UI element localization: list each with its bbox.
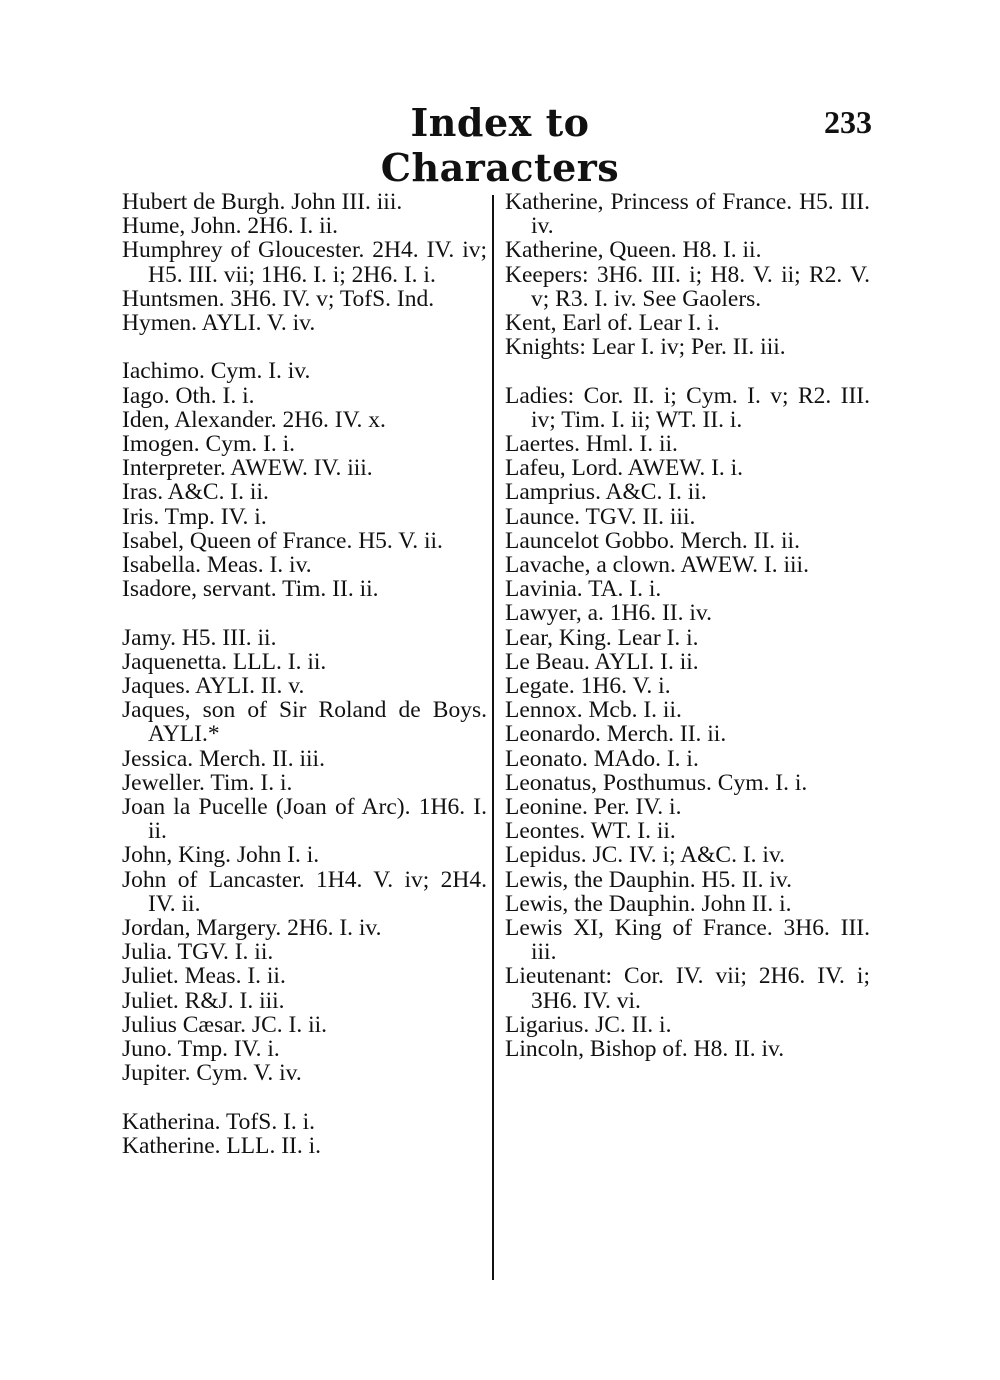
index-entry: Julia. TGV. I. ii. (122, 939, 274, 966)
index-entry: Julius Cæsar. JC. I. ii. (122, 1011, 328, 1038)
index-entry: John of Lancaster. 1H4. V. iv; 2H4. IV. ii. (122, 866, 487, 917)
index-entry: Knights: Lear I. iv; Per. II. iii. (505, 334, 786, 361)
running-title: Index to Characters (380, 100, 620, 190)
index-entry: Katherine, Queen. H8. I. ii. (505, 237, 762, 264)
index-entry: Leonato. MAdo. I. i. (505, 745, 699, 772)
index-entry: Jessica. Merch. II. iii. (122, 745, 325, 772)
index-entry: Iden, Alexander. 2H6. IV. x. (122, 406, 386, 433)
index-entry: Leontes. WT. I. ii. (505, 818, 676, 845)
index-entry: Juno. Tmp. IV. i. (122, 1036, 280, 1063)
index-entry: Lewis, the Dauphin. H5. II. iv. (505, 866, 792, 893)
index-entry: Lafeu, Lord. AWEW. I. i. (505, 455, 744, 482)
index-entry: Lawyer, a. 1H6. II. iv. (505, 600, 713, 627)
index-entry: Laertes. Hml. I. ii. (505, 431, 678, 458)
index-entry: Lewis, the Dauphin. John II. i. (505, 890, 792, 917)
index-entry: Juliet. R&J. I. iii. (122, 987, 285, 1014)
index-entry: Hymen. AYLI. V. iv. (122, 310, 316, 337)
index-entry: Lear, King. Lear I. i. (505, 624, 699, 651)
index-entry: Leonardo. Merch. II. ii. (505, 721, 727, 748)
index-entry: Lennox. Mcb. I. ii. (505, 697, 682, 724)
index-entry: Lavinia. TA. I. i. (505, 576, 662, 603)
index-entry: Leonine. Per. IV. i. (505, 794, 682, 821)
index-entry: Lincoln, Bishop of. H8. II. iv. (505, 1036, 785, 1063)
index-column-right (505, 190, 870, 1061)
index-entry: Lamprius. A&C. I. ii. (505, 479, 707, 506)
index-entry: Launce. TGV. II. iii. (505, 503, 696, 530)
section-gap (505, 359, 870, 383)
index-entry: Kent, Earl of. Lear I. i. (505, 310, 720, 337)
index-entry: Hubert de Burgh. John III. iii. (122, 189, 403, 215)
index-entry: Legate. 1H6. V. i. (505, 673, 671, 700)
index-entry: Iris. Tmp. IV. i. (122, 503, 267, 530)
index-entry: Humphrey of Gloucester. 2H4. IV. iv; H5. III. vii; 1H6. I. i; 2H6. I. i. (122, 237, 487, 288)
index-entry: Hume, John. 2H6. I. ii. (122, 213, 339, 240)
index-entry: Jaques. AYLI. II. v. (122, 673, 305, 700)
column-divider (492, 195, 494, 1280)
page-header (0, 100, 1000, 190)
index-entry: Interpreter. AWEW. IV. iii. (122, 455, 373, 482)
index-entry: Imogen. Cym. I. i. (122, 431, 295, 458)
index-entry: Lavache, a clown. AWEW. I. iii. (505, 552, 809, 579)
index-entry: Iago. Oth. I. i. (122, 382, 255, 409)
section-gap (122, 601, 487, 625)
index-entry: Joan la Pucelle (Joan of Arc). 1H6. I. ii. (122, 794, 487, 845)
index-entry: Isadore, servant. Tim. II. ii. (122, 576, 379, 603)
index-entry: Iras. A&C. I. ii. (122, 479, 269, 506)
index-entry: Lieutenant: Cor. IV. vii; 2H6. IV. i; 3H6. IV. vi. (505, 963, 870, 1014)
index-entry: Jamy. H5. III. ii. (122, 624, 277, 651)
index-entry: Keepers: 3H6. III. i; H8. V. ii; R2. V. v; R3. I. iv. See Gaolers. (505, 261, 870, 312)
index-entry: Jaquenetta. LLL. I. ii. (122, 648, 327, 675)
index-entry: Lepidus. JC. IV. i; A&C. I. iv. (505, 842, 786, 869)
index-entry: Isabel, Queen of France. H5. V. ii. (122, 527, 443, 554)
index-entry: Jordan, Margery. 2H6. I. iv. (122, 915, 382, 942)
index-entry: Katherine. LLL. II. i. (122, 1132, 322, 1159)
index-entry: Katherina. TofS. I. i. (122, 1108, 316, 1135)
index-entry: Leonatus, Posthumus. Cym. I. i. (505, 769, 808, 796)
index-entry: Jupiter. Cym. V. iv. (122, 1060, 302, 1087)
index-entry: Ligarius. JC. II. i. (505, 1011, 672, 1038)
index-entry: Juliet. Meas. I. ii. (122, 963, 286, 990)
index-entry: Jeweller. Tim. I. i. (122, 769, 293, 796)
index-entry: John, King. John I. i. (122, 842, 320, 869)
index-entry: Launcelot Gobbo. Merch. II. ii. (505, 527, 800, 554)
section-gap (122, 1085, 487, 1109)
page-number: 233 (824, 104, 872, 140)
index-entry: Jaques, son of Sir Roland de Boys. AYLI.* (122, 697, 487, 748)
index-entry: Lewis XI, King of France. 3H6. III. iii. (505, 915, 870, 966)
section-gap (122, 335, 487, 359)
index-entry: Huntsmen. 3H6. IV. v; TofS. Ind. (122, 285, 435, 312)
index-entry: Iachimo. Cym. I. iv. (122, 358, 311, 385)
index-entry: Ladies: Cor. II. i; Cym. I. v; R2. III. iv; Tim. I. ii; WT. II. i. (505, 382, 870, 433)
index-entry: Isabella. Meas. I. iv. (122, 552, 312, 579)
index-entry: Katherine, Princess of France. H5. III. iv. (505, 189, 870, 240)
index-column-left (122, 190, 487, 1158)
index-entry: Le Beau. AYLI. I. ii. (505, 648, 699, 675)
